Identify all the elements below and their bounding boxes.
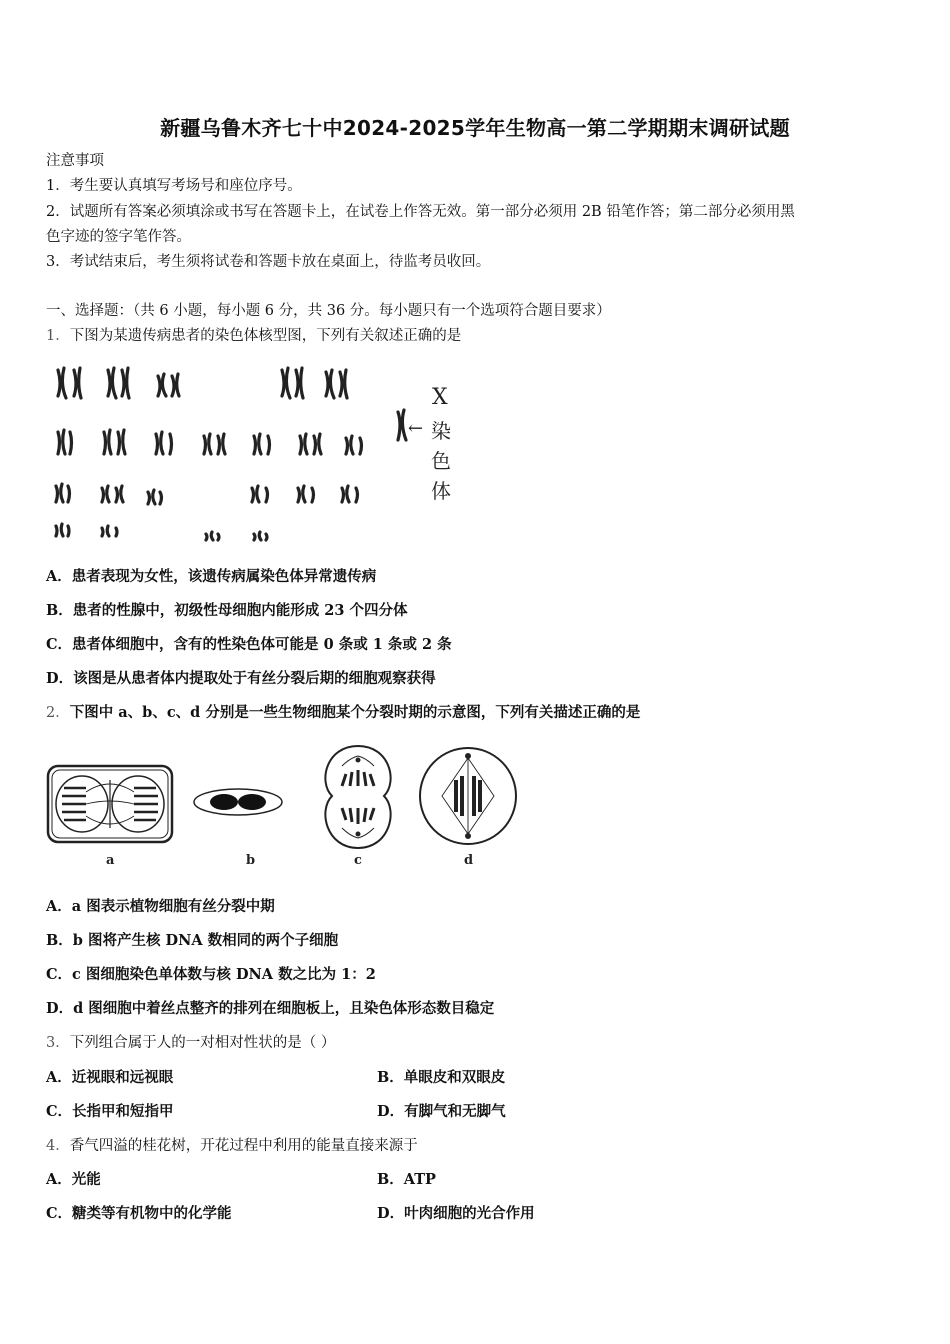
question-2-stem [46,703,640,723]
q3-option-b[interactable]: B．单眼皮和双眼皮 [377,1069,506,1086]
question-1-stem [46,326,461,346]
question-text: 下列组合属于人的一对相对性状的是（ ） [69,1035,336,1051]
q1-option-a[interactable]: A．患者表现为女性，该遗传病属染色体异常遗传病 [46,568,377,585]
question-text: 下图中 a、b、c、d 分别是一些生物细胞某个分裂时期的示意图，下列有关描述正确的是 [69,704,641,721]
section-heading: 一、选择题：（共 6 小题，每小题 6 分，共 36 分。每小题只有一个选项符合题目要求） [46,303,611,319]
notice-item-1: 1．考生要认真填写考场号和座位序号。 [46,178,302,194]
question-number: 3． [46,1035,70,1051]
question-3-stem [46,1033,335,1053]
cell-c-diagram [325,746,390,848]
cell-b-diagram [194,789,282,815]
notice-item-2: 2．试题所有答案必须填涂或书写在答题卡上，在试卷上作答无效。第一部分必须用 2B 铅笔作答；第二部分必须用黑 [46,204,795,220]
cell-division-figure [46,736,526,876]
notice-heading: 注意事项 [46,153,104,169]
q4-option-a[interactable]: A．光能 [46,1171,101,1188]
q3-option-a[interactable]: A．近视眼和远视眼 [46,1069,174,1086]
question-4-stem [46,1136,418,1156]
q2-option-a[interactable]: A．a 图表示植物细胞有丝分裂中期 [46,898,275,915]
q3-option-d[interactable]: D．有脚气和无脚气 [377,1103,506,1120]
q3-option-c[interactable]: C．长指甲和短指甲 [46,1103,174,1120]
x-label: X [432,385,448,410]
q4-option-d[interactable]: D．叶肉细胞的光合作用 [377,1205,535,1222]
chromosome-pairs [56,368,406,540]
karyotype-figure [46,360,466,550]
q4-option-b[interactable]: B．ATP [377,1171,436,1188]
cell-a-diagram [48,766,172,842]
question-text: 香气四溢的桂花树，开花过程中利用的能量直接来源于 [69,1138,418,1154]
notice-item-3: 3．考试结束后，考生须将试卷和答题卡放在桌面上，待监考员收回。 [46,254,491,270]
q1-option-b[interactable]: B．患者的性腺中，初级性母细胞内能形成 23 个四分体 [46,602,408,619]
label-d: d [464,853,474,868]
label-char-2: 色 [431,449,451,473]
question-text: 下图为某遗传病患者的染色体核型图，下列有关叙述正确的是 [69,328,462,344]
q1-option-d[interactable]: D．该图是从患者体内提取处于有丝分裂后期的细胞观察获得 [46,670,436,687]
label-char-1: 染 [431,419,451,443]
q2-option-b[interactable]: B．b 图将产生核 DNA 数相同的两个子细胞 [46,932,339,949]
q2-option-c[interactable]: C．c 图细胞染色单体数与核 DNA 数之比为 1：2 [46,966,376,983]
label-b: b [246,853,256,868]
label-a: a [106,853,115,868]
page-title: 新疆乌鲁木齐七十中2024-2025学年生物高一第二学期期末调研试题 [160,116,790,140]
label-char-3: 体 [431,479,451,503]
cell-d-diagram [420,748,516,844]
notice-item-2-cont: 色字迹的签字笔作答。 [46,229,191,245]
arrow-icon: ← [408,418,424,439]
q1-option-c[interactable]: C．患者体细胞中，含有的性染色体可能是 0 条或 1 条或 2 条 [46,636,452,653]
question-number: 4． [46,1138,70,1154]
question-number: 1． [46,328,70,344]
label-c: c [354,853,362,868]
q2-option-d[interactable]: D．d 图细胞中着丝点整齐的排列在细胞板上，且染色体形态数目稳定 [46,1000,495,1017]
q4-option-c[interactable]: C．糖类等有机物中的化学能 [46,1205,232,1222]
question-number: 2． [46,705,70,721]
